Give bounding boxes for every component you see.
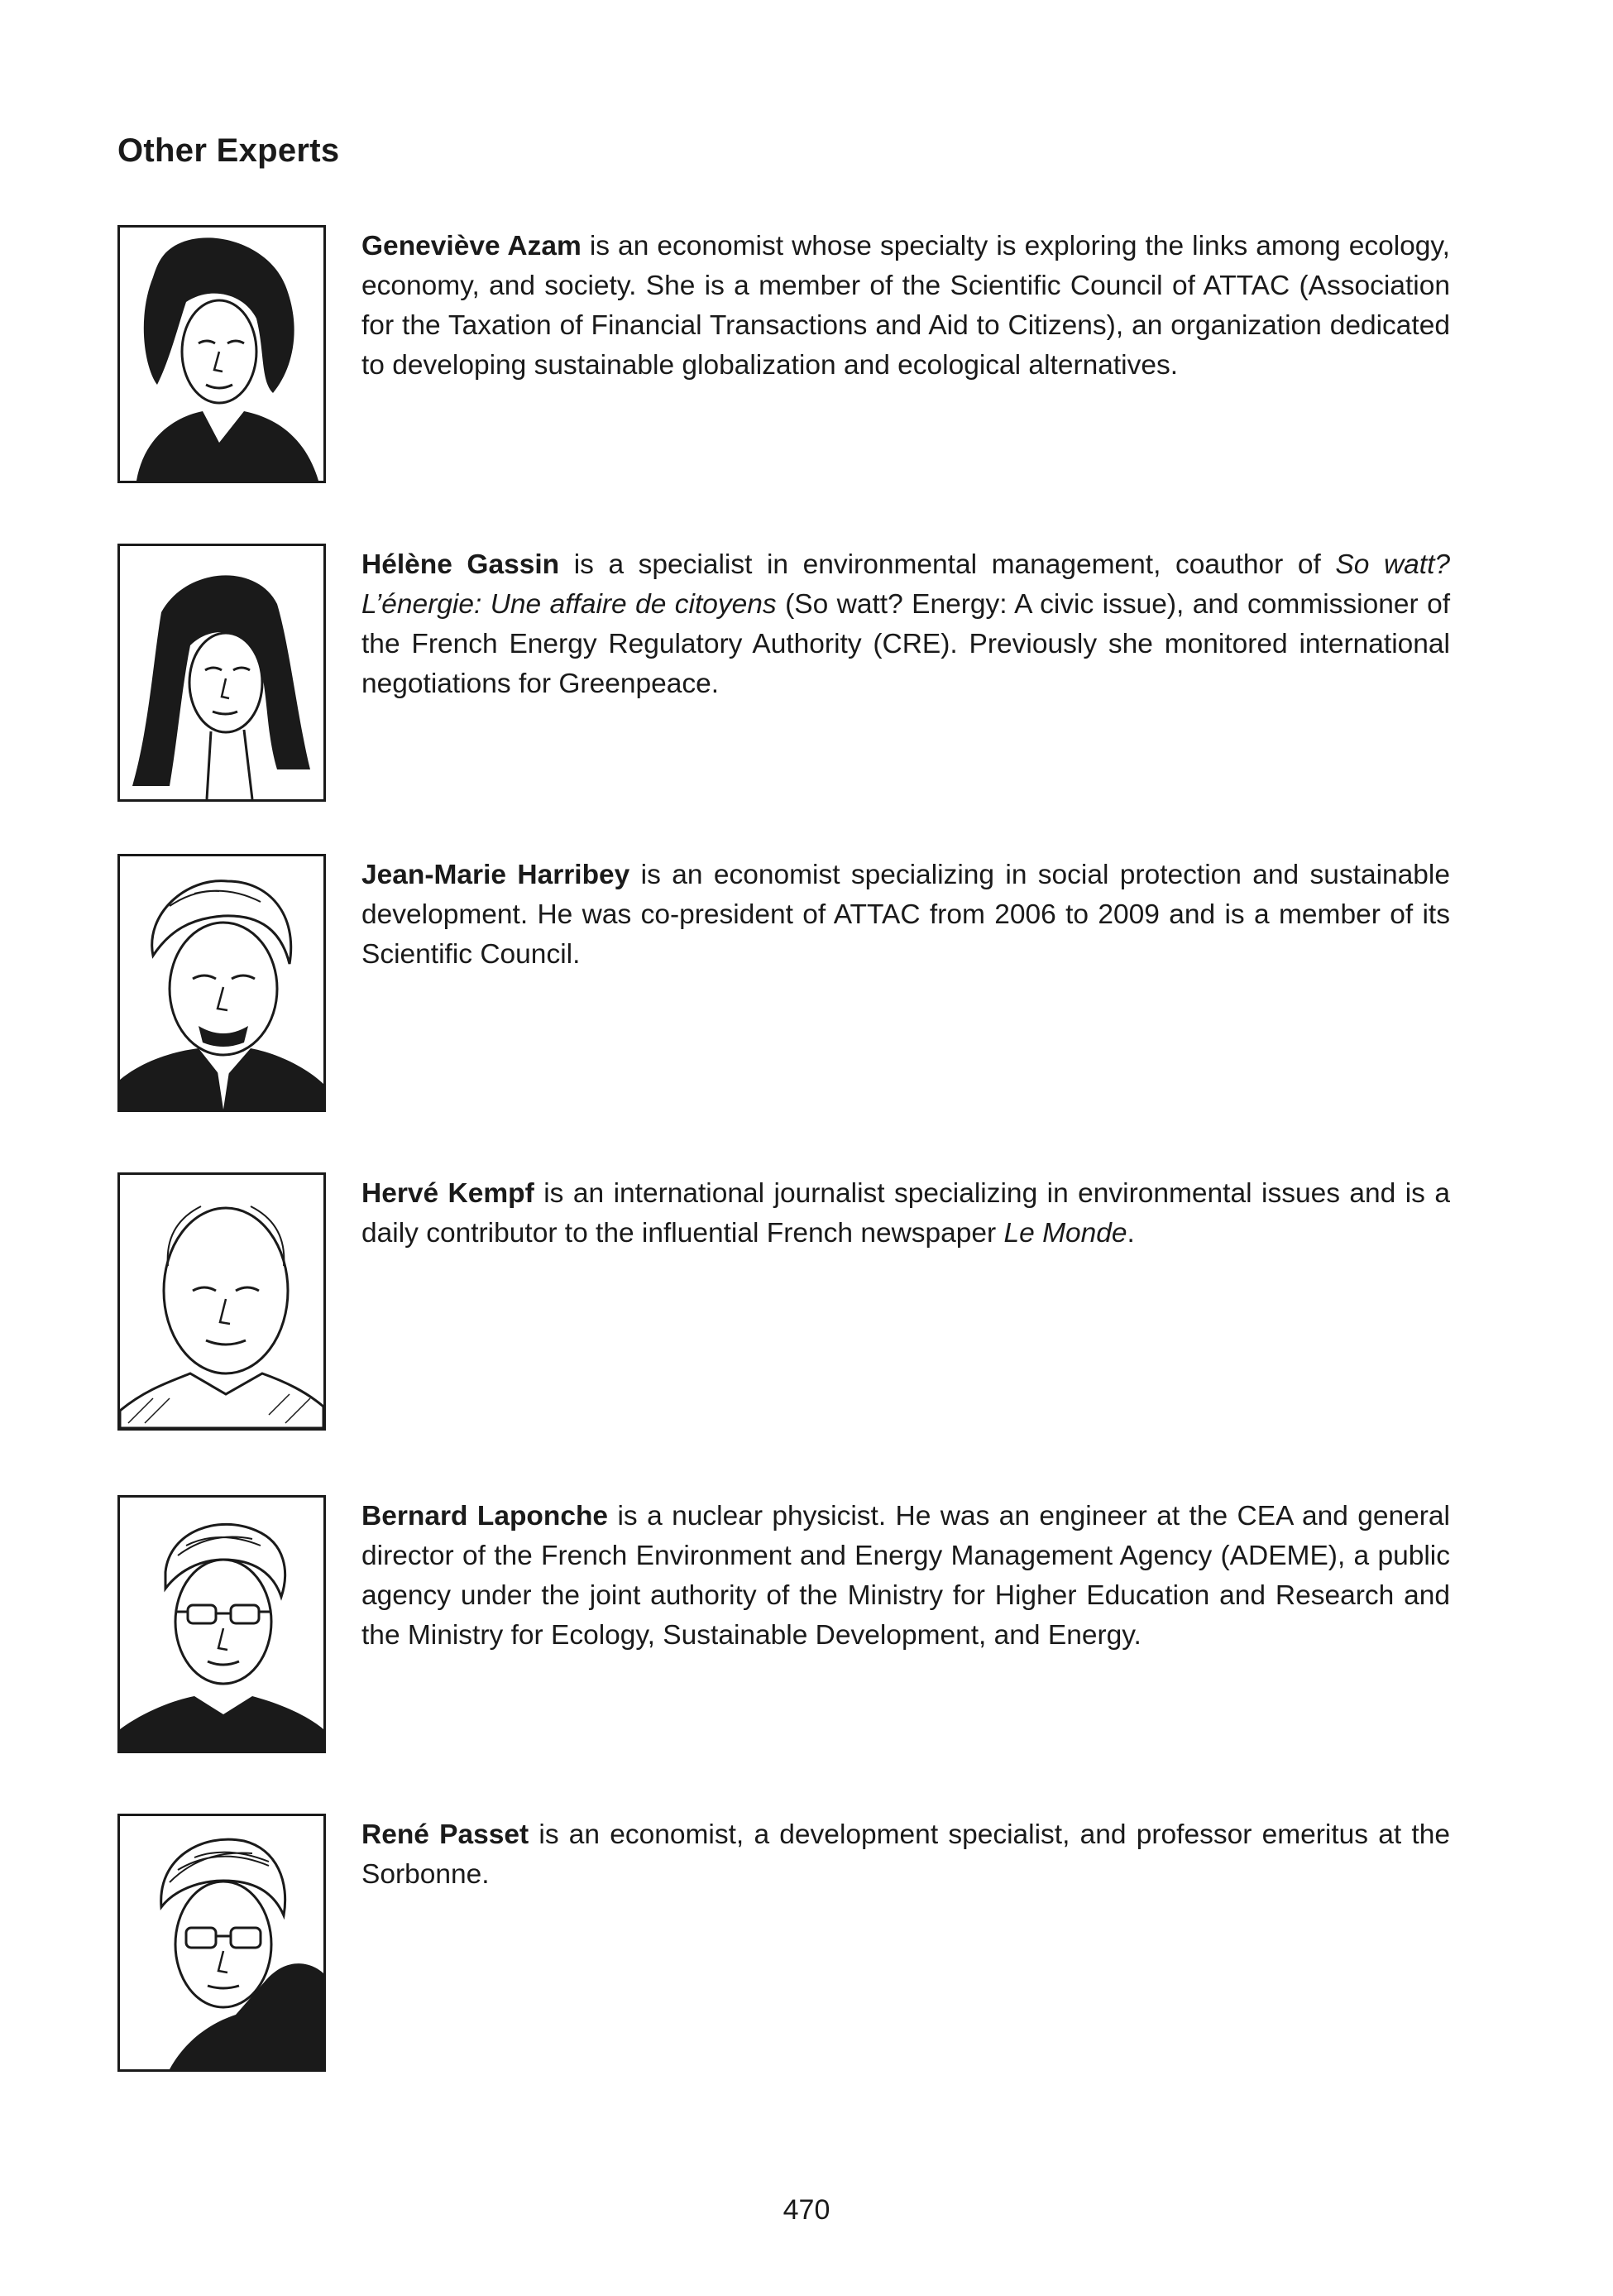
newspaper-title: Le Monde bbox=[1003, 1218, 1127, 1249]
expert-bio bbox=[361, 1174, 1450, 1253]
page-number: 470 bbox=[783, 2194, 830, 2226]
bio-text: is a specialist in environmental management, coauthor of bbox=[559, 549, 1336, 580]
expert-bio bbox=[361, 1497, 1450, 1656]
bio-text: is an economist specializing in social protection and sustainable development. He was co-president of ATTAC from 2006 to 2009 and is a member of its Scientific Council. bbox=[361, 860, 1450, 970]
expert-name: Jean-Marie Harribey bbox=[361, 860, 630, 890]
bio-text: is an economist whose specialty is exploring the links among ecology, economy, and society. She is a member of the Scientific Council of ATTAC (Association for the Taxation of Financial Transactions and Aid to Citizens), an organization dedicated to developing sustainable globalization and ecological alternatives. bbox=[361, 231, 1450, 381]
expert-name: Hélène Gassin bbox=[361, 549, 560, 580]
portrait-illustration bbox=[117, 1495, 326, 1753]
expert-name: René Passet bbox=[361, 1819, 529, 1850]
expert-name: Hervé Kempf bbox=[361, 1178, 534, 1209]
expert-name: Geneviève Azam bbox=[361, 231, 582, 261]
bio-text: is a nuclear physicist. He was an engineer at the CEA and general director of the French Environment and Energy Management Agency (ADEME), a public agency under the joint authority of the Ministry for Higher Education and Research and the Ministry for Ecology, Sustainable Development, and Energy. bbox=[361, 1501, 1450, 1651]
portrait-illustration bbox=[117, 854, 326, 1112]
page-heading: Other Experts bbox=[117, 132, 340, 169]
expert-bio bbox=[361, 856, 1450, 975]
portrait-illustration bbox=[117, 1172, 326, 1431]
book-title: So watt? L’énergie: Une affaire de citoyens bbox=[361, 549, 1451, 620]
expert-bio bbox=[361, 227, 1450, 386]
expert-name: Bernard Laponche bbox=[361, 1501, 609, 1531]
expert-bio bbox=[361, 545, 1450, 704]
bio-text: . bbox=[1127, 1218, 1135, 1249]
expert-bio bbox=[361, 1815, 1450, 1895]
portrait-illustration bbox=[117, 1814, 326, 2072]
bio-text: (So watt? Energy: A civic issue), and commissioner of the French Energy Regulatory Authority (CRE). Previously she monitored international negotiations for Greenpeace. bbox=[361, 589, 1451, 699]
portrait-illustration bbox=[117, 544, 326, 802]
bio-text: is an economist, a development specialist, and professor emeritus at the Sorbonne. bbox=[361, 1819, 1450, 1890]
portrait-illustration bbox=[117, 225, 326, 483]
bio-text: is an international journalist specializing in environmental issues and is a daily contributor to the influential French newspaper bbox=[361, 1178, 1450, 1249]
